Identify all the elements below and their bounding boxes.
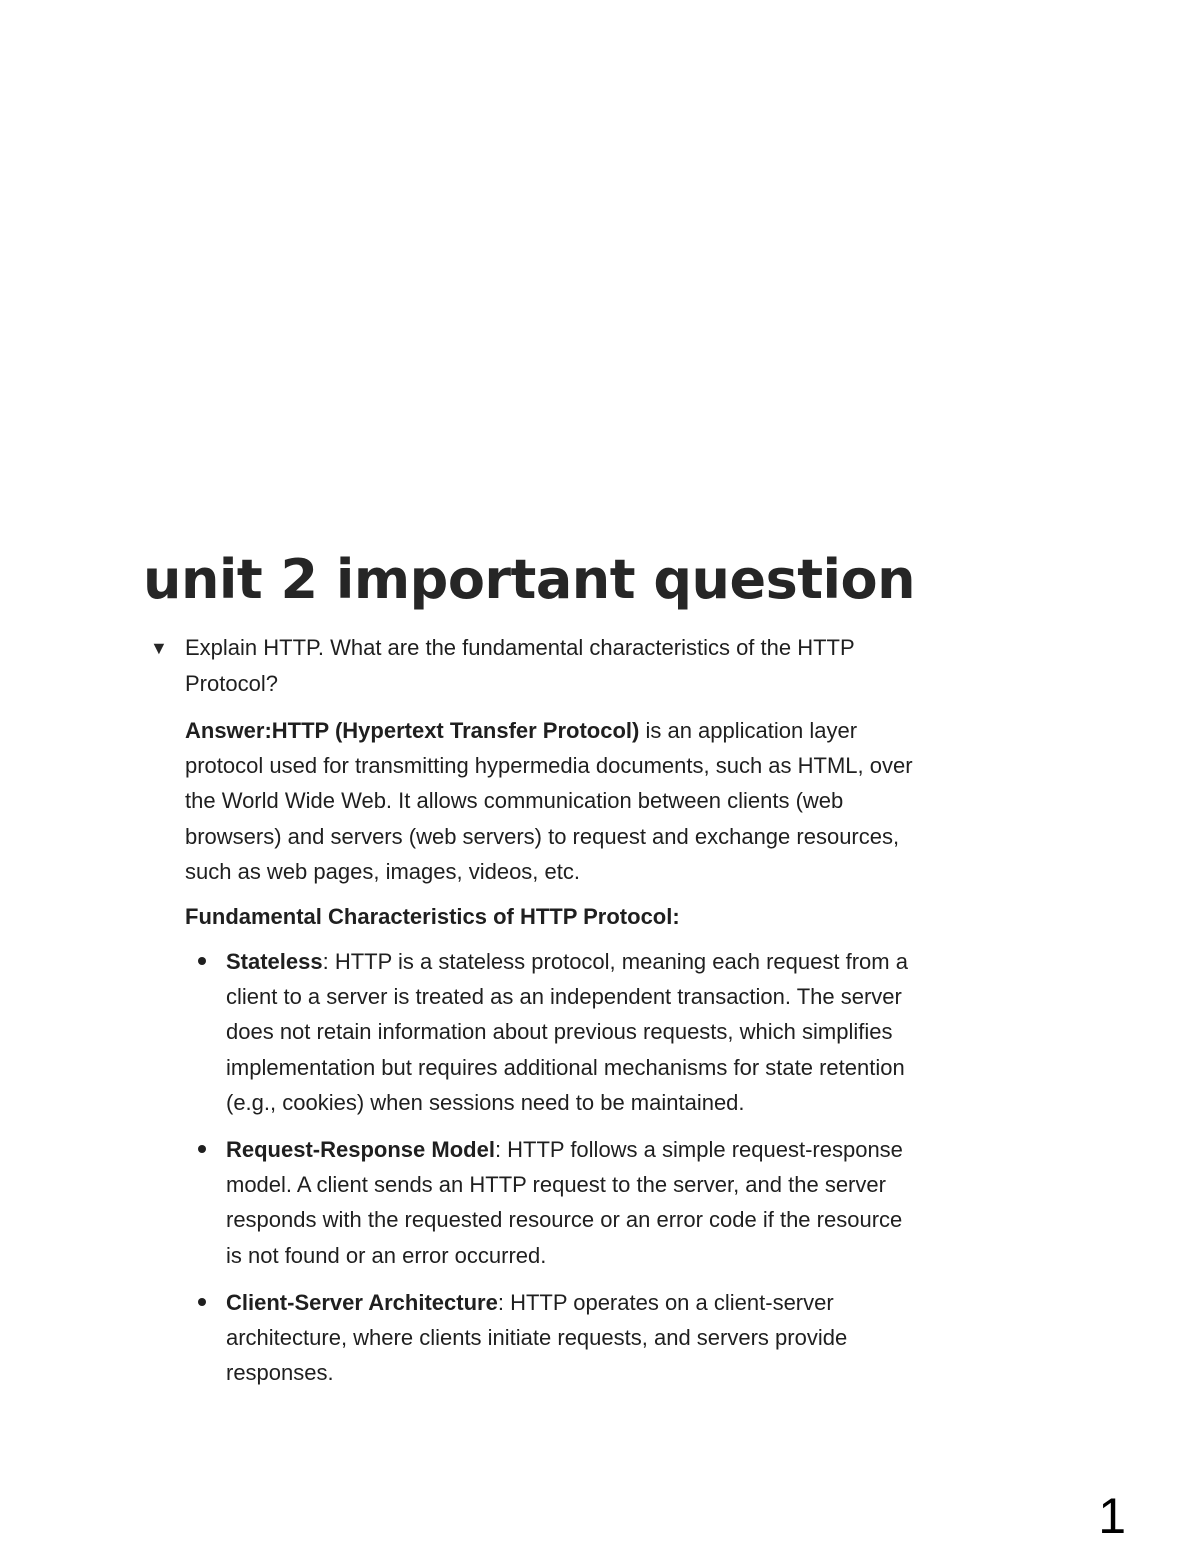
characteristic-text: : HTTP is a stateless protocol, meaning each request from a client to a server is treated as an independent transaction. The server does not retain information about previous requests, which simplifies implementation but requires additional mechanisms for state retention (e.g., cookies) when sessions need to be maintained. xyxy=(226,949,908,1115)
characteristics-list xyxy=(185,944,925,1390)
characteristics-subheading: Fundamental Characteristics of HTTP Protocol: xyxy=(185,904,680,930)
page-number: 1 xyxy=(1098,1488,1126,1544)
triangle-down-icon[interactable]: ▼ xyxy=(150,638,168,658)
bullet-icon xyxy=(198,957,206,965)
page-title: unit 2 important question xyxy=(143,548,916,611)
bullet-icon xyxy=(198,1298,206,1306)
answer-label: Answer: xyxy=(185,718,272,743)
characteristic-term: Request-Response Model xyxy=(226,1137,495,1163)
list-item xyxy=(185,1285,916,1391)
list-item xyxy=(185,944,916,1120)
characteristic-text: : HTTP follows a simple request-response model. A client sends an HTTP request to the server, and the server responds with the requested resource or an error code if the resource is not found or an error occurred. xyxy=(226,1137,903,1268)
bullet-icon xyxy=(198,1145,206,1153)
list-item xyxy=(185,1132,916,1273)
characteristic-term: Stateless xyxy=(226,949,323,975)
answer-text: is an application layer protocol used for transmitting hypermedia documents, such as HTML, over the World Wide Web. It allows communication between clients (web browsers) and servers (web servers) to request and exchange resources, such as web pages, images, videos, etc. xyxy=(185,718,913,884)
answer-paragraph xyxy=(185,713,925,889)
answer-intro-bold: HTTP (Hypertext Transfer Protocol) xyxy=(271,718,640,743)
characteristic-term: Client-Server Architecture xyxy=(226,1289,498,1315)
toggle-block xyxy=(150,630,930,1402)
characteristic-text: : HTTP operates on a client-server architecture, where clients initiate requests, and servers provide responses. xyxy=(226,1289,848,1386)
toggle-header[interactable] xyxy=(150,630,930,701)
toggle-question: Explain HTTP. What are the fundamental characteristics of the HTTP Protocol? xyxy=(185,635,855,696)
toggle-content xyxy=(185,713,925,1390)
